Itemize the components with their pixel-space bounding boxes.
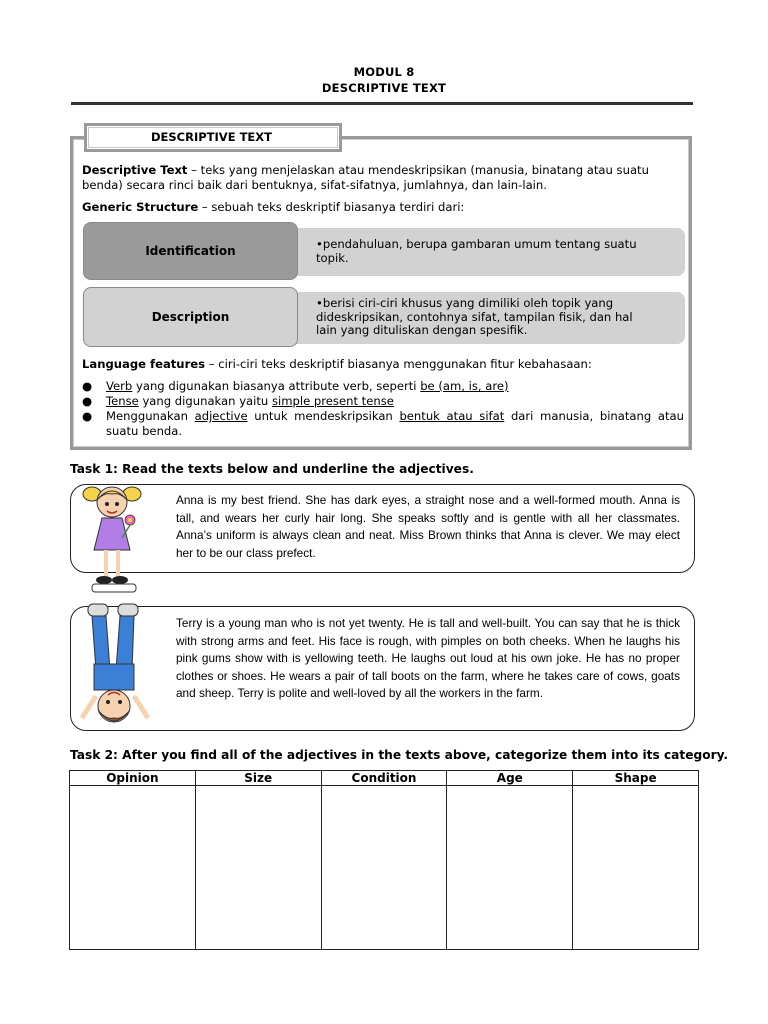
module-number: MODUL 8 [353, 65, 415, 79]
bullet-keyword: Tense [106, 394, 139, 408]
answer-cell-condition[interactable] [321, 786, 447, 950]
answer-cell-opinion[interactable] [70, 786, 196, 950]
description-box [83, 287, 298, 347]
definition-text: – teks yang menjelaskan atau mendeskripsikan (manusia, binatang atau suatu benda) secara rinci baik dari bentuknya, sifat-sifatnya, jumlahnya, dan lain-lain. [82, 163, 649, 192]
generic-structure-text: – sebuah teks deskriptif biasanya terdiri dari: [198, 200, 465, 214]
identification-text: •pendahuluan, berupa gambaran umum tentang suatu topik. [316, 237, 637, 265]
girl-illustration [80, 480, 150, 600]
adjective-category-table [69, 770, 699, 950]
table-header-row [70, 771, 699, 786]
story-text-terry: Terry is a young man who is not yet twenty. He is tall and well-built. You can say that he is thick with strong arms and feet. His face is rough, with pimples on both cheeks. When he laughs his pink gums show with is yellowing teeth. He laughs out loud at his own joke. He has no proper clothes or shoes. He wears a pair of tall boots on the farm, where he takes care of cows, goats and sheep. Terry is polite and well-loved by all the workers in the farm. [176, 616, 680, 700]
definition-term: Descriptive Text [82, 163, 188, 177]
column-header: Condition [321, 771, 447, 786]
generic-structure-term: Generic Structure [82, 200, 199, 214]
list-item [82, 394, 684, 409]
column-header: Age [447, 771, 573, 786]
identification-box [83, 222, 298, 280]
bullet-icon: ● [82, 409, 93, 423]
language-features-paragraph [82, 357, 682, 372]
bullet-text: yang digunakan yaitu [138, 394, 272, 408]
bullet-keyword: adjective [194, 409, 248, 423]
answer-cell-shape[interactable] [573, 786, 699, 950]
generic-structure-paragraph [82, 200, 682, 215]
list-item [82, 379, 684, 394]
column-header: Opinion [70, 771, 196, 786]
description-text: •berisi ciri-ciri khusus yang dimiliki oleh topik yang dideskripsikan, contohnya sifat, tampilan fisik, dan hal lain yang dituliskan dengan spesifik. [316, 296, 633, 337]
bullet-text: Menggunakan [106, 409, 195, 423]
task1-title: Task 1: Read the texts below and underline the adjectives. [70, 462, 474, 476]
identification-label: Identification [145, 244, 236, 258]
page-title: DESCRIPTIVE TEXT [321, 81, 447, 95]
column-header: Shape [573, 771, 699, 786]
bullet-example: simple present tense [271, 394, 394, 408]
description-label: Description [151, 310, 230, 324]
info-box-tab [84, 123, 342, 152]
answer-cell-size[interactable] [195, 786, 321, 950]
bullet-text: dari manusia, binatang atau suatu benda. [106, 409, 684, 438]
bullet-example: bentuk atau sifat [399, 409, 505, 423]
list-item [82, 409, 684, 439]
language-features-list [82, 379, 684, 439]
language-features-term: Language features [82, 357, 206, 371]
language-features-text: – ciri-ciri teks deskriptif biasanya menggunakan fitur kebahasaan: [205, 357, 592, 371]
header-divider [71, 102, 693, 105]
bullet-keyword: Verb [106, 379, 133, 393]
info-box-tab-label: DESCRIPTIVE TEXT [151, 130, 272, 144]
definition-paragraph [82, 163, 682, 193]
task2-title: Task 2: After you find all of the adjectives in the texts above, categorize them into its category. [70, 748, 729, 762]
bullet-icon: ● [82, 379, 93, 393]
column-header: Size [195, 771, 321, 786]
bullet-example: be (am, is, are) [420, 379, 509, 393]
story-text-anna: Anna is my best friend. She has dark eyes, a straight nose and a well-formed mouth. Anna is tall, and wears her curly hair long. She speaks softly and is gentle with all her classmates. Anna’s uniform is always clean and neat. Miss Brown thinks that Anna is clever. We may elect her to be our class prefect. [176, 493, 680, 560]
bullet-text: untuk mendeskripsikan [247, 409, 400, 423]
bullet-text: yang digunakan biasanya attribute verb, seperti [132, 379, 421, 393]
table-row [70, 786, 699, 950]
answer-cell-age[interactable] [447, 786, 573, 950]
bullet-icon: ● [82, 394, 93, 408]
boy-illustration [74, 600, 156, 735]
